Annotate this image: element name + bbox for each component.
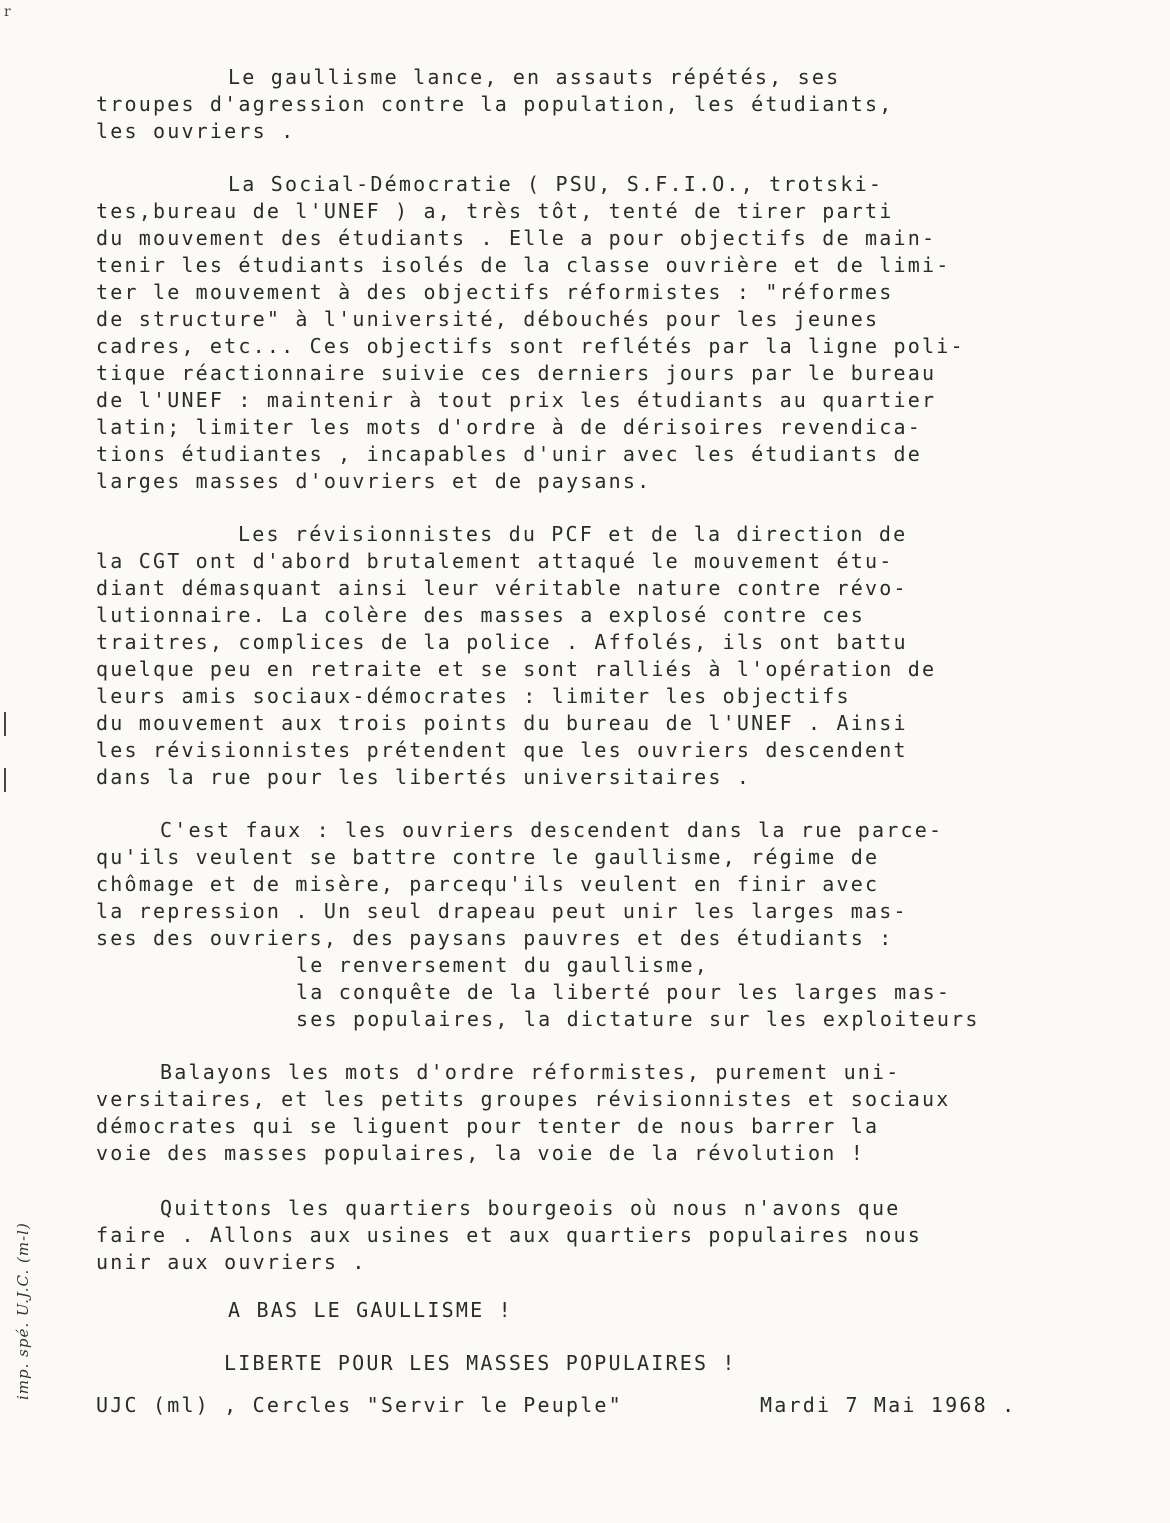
paragraph-2-line-7: cadres, etc... Ces objectifs sont reflétés par la ligne poli- xyxy=(96,334,965,358)
paragraph-2-line-8: tique réactionnaire suivie ces derniers jours par le bureau xyxy=(96,361,937,385)
paragraph-6-line-2: faire . Allons aux usines et aux quartiers populaires nous xyxy=(96,1223,922,1247)
paragraph-5-line-4: voie des masses populaires, la voie de la révolution ! xyxy=(96,1141,866,1165)
paragraph-5-line-3: démocrates qui se liguent pour tenter de nous barrer la xyxy=(96,1114,880,1138)
signature: UJC (ml) , Cercles "Servir le Peuple" xyxy=(96,1393,623,1417)
slogan-1: A BAS LE GAULLISME ! xyxy=(228,1298,513,1322)
margin-mark xyxy=(4,768,6,792)
paragraph-3-line-3: diant démasquant ainsi leur véritable nature contre révo- xyxy=(96,576,908,600)
paragraph-3-line-5: traitres, complices de la police . Affolés, ils ont battu xyxy=(96,630,908,654)
paragraph-2-line-5: ter le mouvement à des objectifs réformistes : "réformes xyxy=(96,280,894,304)
slogan-2: LIBERTE POUR LES MASSES POPULAIRES ! xyxy=(224,1351,737,1375)
paragraph-4-line-5: ses des ouvriers, des paysans pauvres et des étudiants : xyxy=(96,926,894,950)
paragraph-3-line-10: dans la rue pour les libertés universitaires . xyxy=(96,765,752,789)
paragraph-4-line-3: chômage et de misère, parcequ'ils veulent en finir avec xyxy=(96,872,880,896)
paragraph-1-line-2: troupes d'agression contre la population, les étudiants, xyxy=(96,92,894,116)
paragraph-3-line-8: du mouvement aux trois points du bureau de l'UNEF . Ainsi xyxy=(96,711,908,735)
paragraph-1-line-1: Le gaullisme lance, en assauts répétés, ses xyxy=(228,65,841,89)
paragraph-4-line-7: la conquête de la liberté pour les larges mas- xyxy=(296,980,952,1004)
paragraph-2-line-2: tes,bureau de l'UNEF ) a, très tôt, tenté de tirer parti xyxy=(96,199,894,223)
paragraph-4-line-8: ses populaires, la dictature sur les exploiteurs xyxy=(296,1007,980,1031)
paragraph-2-line-6: de structure" à l'université, débouchés pour les jeunes xyxy=(96,307,880,331)
paragraph-2-line-4: tenir les étudiants isolés de la classe ouvrière et de limi- xyxy=(96,253,951,277)
paragraph-3-line-1: Les révisionnistes du PCF et de la direction de xyxy=(238,522,908,546)
paragraph-2-line-1: La Social-Démocratie ( PSU, S.F.I.O., trotski- xyxy=(228,172,884,196)
paragraph-4-line-2: qu'ils veulent se battre contre le gaullisme, régime de xyxy=(96,845,880,869)
printer-side-note: imp. spé. U.J.C. (m-l) xyxy=(14,1222,32,1400)
paragraph-5-line-2: versitaires, et les petits groupes révisionnistes et sociaux xyxy=(96,1087,951,1111)
paragraph-3-line-2: la CGT ont d'abord brutalement attaqué le mouvement étu- xyxy=(96,549,894,573)
paragraph-3-line-4: lutionnaire. La colère des masses a explosé contre ces xyxy=(96,603,866,627)
paragraph-2-line-12: larges masses d'ouvriers et de paysans. xyxy=(96,469,652,493)
paragraph-6-line-3: unir aux ouvriers . xyxy=(96,1250,367,1274)
paragraph-2-line-3: du mouvement des étudiants . Elle a pour objectifs de main- xyxy=(96,226,937,250)
paragraph-4-line-6: le renversement du gaullisme, xyxy=(296,953,709,977)
paragraph-4-line-4: la repression . Un seul drapeau peut unir les larges mas- xyxy=(96,899,908,923)
paragraph-5-line-1: Balayons les mots d'ordre réformistes, purement uni- xyxy=(160,1060,901,1084)
corner-mark: r xyxy=(4,4,11,20)
paragraph-3-line-6: quelque peu en retraite et se sont ralliés à l'opération de xyxy=(96,657,937,681)
margin-mark xyxy=(4,712,6,736)
paragraph-2-line-10: latin; limiter les mots d'ordre à de dérisoires revendica- xyxy=(96,415,922,439)
paragraph-4-line-1: C'est faux : les ouvriers descendent dans la rue parce- xyxy=(160,818,944,842)
paragraph-3-line-9: les révisionnistes prétendent que les ouvriers descendent xyxy=(96,738,908,762)
paragraph-2-line-11: tions étudiantes , incapables d'unir avec les étudiants de xyxy=(96,442,922,466)
paragraph-6-line-1: Quittons les quartiers bourgeois où nous n'avons que xyxy=(160,1196,901,1220)
paragraph-1-line-3: les ouvriers . xyxy=(96,119,296,143)
paragraph-3-line-7: leurs amis sociaux-démocrates : limiter les objectifs xyxy=(96,684,851,708)
paragraph-2-line-9: de l'UNEF : maintenir à tout prix les étudiants au quartier xyxy=(96,388,937,412)
date: Mardi 7 Mai 1968 . xyxy=(760,1393,1017,1417)
